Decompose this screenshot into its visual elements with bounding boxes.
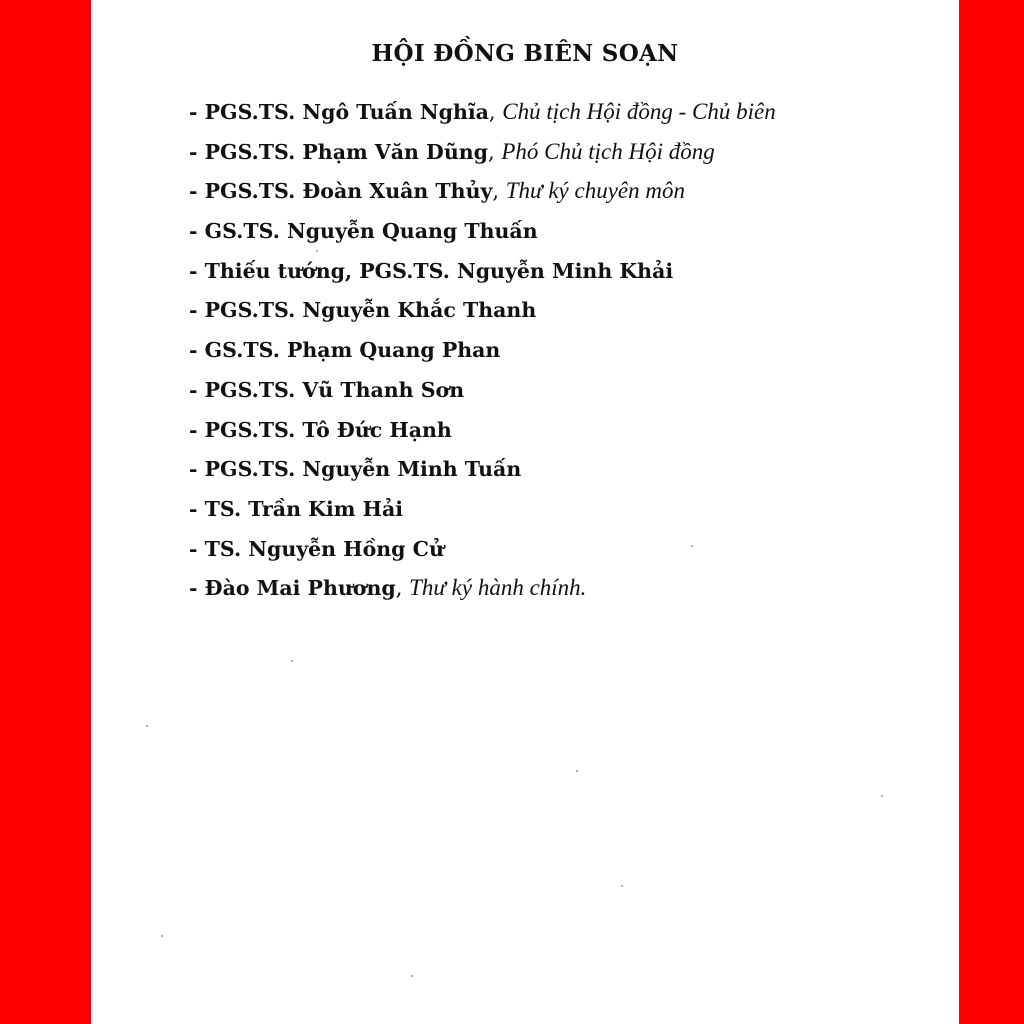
list-item [189,214,929,254]
scan-speck [691,545,693,547]
member-name: - PGS.TS. Đoàn Xuân Thủy [189,179,493,204]
separator: , [395,576,410,601]
scan-speck [291,660,293,662]
separator: , [488,100,503,124]
scan-speck [316,250,318,252]
member-role: Thư ký hành chính. [409,575,587,601]
list-item [189,174,929,214]
document-page [91,0,959,1024]
list-item [189,254,929,294]
scan-speck [411,975,413,977]
member-name: - PGS.TS. Nguyễn Khắc Thanh [189,298,537,323]
scan-speck [881,795,883,797]
list-item [189,293,929,333]
list-item [189,333,929,373]
member-name: - PGS.TS. Vũ Thanh Sơn [189,377,465,402]
list-item [189,95,929,135]
member-name: - PGS.TS. Tô Đức Hạnh [189,417,452,442]
list-item [189,452,929,492]
member-name: - PGS.TS. Nguyễn Minh Tuấn [189,457,522,482]
member-role: Thư ký chuyên môn [505,178,686,204]
list-item [189,135,929,175]
list-item [189,413,929,453]
member-name: - GS.TS. Phạm Quang Phan [189,338,501,363]
scan-speck [576,770,578,772]
member-name: - TS. Trần Kim Hải [189,496,404,521]
list-item [189,492,929,532]
list-item [189,532,929,572]
page-title: HỘI ĐỒNG BIÊN SOẠN [371,40,679,67]
scan-speck [621,885,623,887]
member-role: Chủ tịch Hội đồng - Chủ biên [502,99,776,124]
member-name: - Đào Mai Phương [189,576,396,601]
member-name: - TS. Nguyễn Hồng Cử [189,536,444,561]
member-role: Phó Chủ tịch Hội đồng [501,138,715,164]
scan-speck [146,725,148,727]
member-name: - PGS.TS. Phạm Văn Dũng [189,139,488,164]
separator: , [492,179,506,204]
list-item [189,373,929,413]
scan-speck [161,935,163,937]
member-name: - Thiếu tướng, PGS.TS. Nguyễn Minh Khải [189,258,674,283]
list-item [189,571,929,611]
member-name: - GS.TS. Nguyễn Quang Thuấn [189,219,538,244]
member-name: - PGS.TS. Ngô Tuấn Nghĩa [189,100,489,124]
separator: , [487,139,502,164]
member-list [189,95,929,611]
